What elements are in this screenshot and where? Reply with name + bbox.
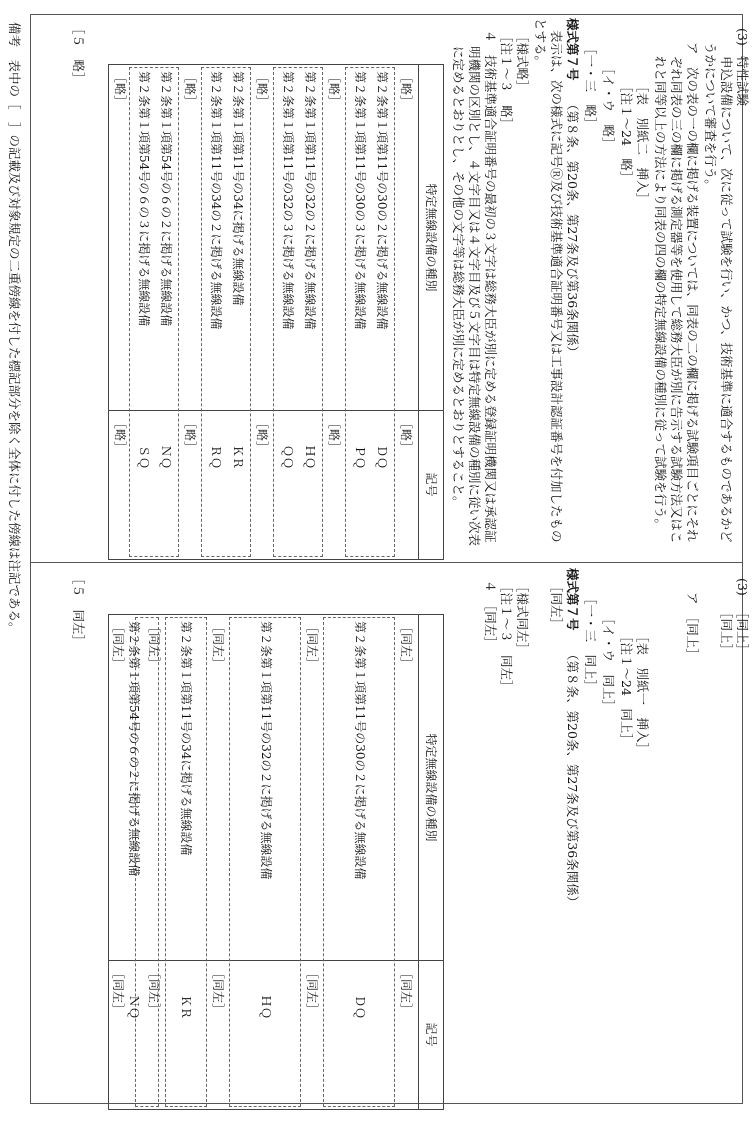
style-omit: ［様式略］ [515,30,530,93]
row-type: 第２条第１項第11号の34に掲げる無線設備 [231,71,245,306]
notes-range: ［注１～24 同上］ [619,630,634,746]
item-iu: ［イ・ウ 略］ [601,62,616,150]
note4: ４ ［同左］ [483,580,498,649]
row-code: ［同左］ [111,967,125,1016]
table-row [349,615,371,1109]
para1-line1: 申込設備について、次に従って試験を行い、かつ、技術基準に適合するものであるかど [719,56,734,543]
notes-1-3: ［注１～３ 略］ [499,30,514,131]
item5: ［５ 同左］ [71,572,86,648]
row-type: ［同左］ [111,621,125,670]
style-same: ［様式同左］ [515,580,530,656]
item-a: ア ［同上］ [685,592,700,661]
row-type: ［略］ [113,71,127,108]
form-title: 様式第７号 [565,18,580,81]
header-code: 記号 [424,472,438,497]
same-form: ［同左］ [549,580,564,631]
row-code: ＫＲ [179,995,193,1020]
row-type: ［同左］ [305,621,319,670]
table-row [227,65,249,559]
table-row [205,65,227,559]
row-type: ［略］ [255,71,269,108]
note4-line1: ４ 技術基準適合証明番号の最初の３文字は総務大臣が別に定める登録証明機関又は承認証 [483,30,498,543]
item-iu: ［イ・ウ 同上］ [601,612,616,713]
row-code: ＤＱ [375,445,389,470]
note4-line3: に定めるとおりとし、その他の文字等は総務大臣が別に定めるとおりとすること。 [451,46,466,509]
row-code: ［略］ [255,417,269,454]
row-type: ［同左］ [211,621,225,670]
table-row [155,65,177,559]
code-table-current [108,64,444,560]
remarks-note [2,22,22,1102]
table-row [133,65,155,559]
table-row [251,65,273,559]
item-a-line3: れと同等以上の方法により同表の四の欄の特定無線設備の種別に従って試験を行う。 [653,56,668,532]
row-type: ［同左］ [147,621,161,670]
row-type: 第２条第１項第11号の30の２に掲げる無線設備 [375,71,389,330]
table-header [418,65,443,559]
table-row [207,615,229,1109]
remarks-text: 備考 表中の［ ］の記載及び対象規定の二重傍線を付した標記部分を除く全体に付した傍線は注記である。 [7,22,22,635]
table-row [277,65,299,559]
omit-1-3: ［一・三 同上］ [583,592,598,693]
table-row [349,65,371,559]
table-row [301,615,323,1109]
row-code: ［略］ [399,417,413,454]
omit-1-3: ［一・三 略］ [583,42,598,130]
row-type: ［略］ [399,71,413,108]
section-number: (3) [735,578,750,596]
row-code: ［同左］ [399,967,413,1016]
table-header [418,615,443,1109]
row-code: ＳＱ [137,445,151,470]
table-row [107,615,129,1109]
row-code: ＰＱ [353,445,367,470]
row-type: ［略］ [327,71,341,108]
row-type: ［略］ [183,71,197,108]
table-row [299,65,321,559]
row-type: 第２条第１項第54号の６の３に掲げる無線設備 [137,71,151,327]
same-line1: ［同上］ [735,606,750,657]
form-desc-line1: 表示は、次の様式に記号Ⓡ及び技術基準適合証明番号又は工事設計認証番号を付加したもの [549,30,564,543]
item-a-line1: ア 次の表の一の欄に掲げる装置については、同表の二の欄に掲げる試験項目ごとにそれ [685,42,700,542]
row-code: ［同左］ [147,967,161,1016]
section-number: (3) [735,28,750,46]
table-row [371,65,393,559]
row-code: ［同左］ [211,967,225,1016]
row-type: 第２条第１項第11号の32の２に掲げる無線設備 [303,71,317,330]
row-code: ［同左］ [305,967,319,1016]
table-row [395,65,417,559]
item5: ［５ 略］ [71,22,86,85]
row-code: ［略］ [327,417,341,454]
row-code: ＨＱ [259,995,273,1020]
header-code: 記号 [424,1022,438,1047]
current-section [30,18,750,563]
row-code: ＫＲ [231,445,245,470]
row-code: ［略］ [113,417,127,454]
para1-line2: うかについて審査を行う。 [703,42,718,192]
row-code: ［略］ [183,417,197,454]
code-table-previous [108,614,444,1110]
table-row [255,615,277,1109]
previous-section [30,568,750,1100]
form-title: 様式第７号 [565,568,580,631]
table-row [323,65,345,559]
form-desc-line2: とする。 [533,18,548,69]
table-row [395,615,417,1109]
row-code: ＨＱ [303,445,317,470]
table-note: ［表 別紙二 挿入］ [635,80,650,206]
row-type: 第２条第１項第11号の32の３に掲げる無線設備 [281,71,295,330]
row-code: ＲＱ [209,445,223,470]
row-type: 第２条第１項第11号の34に掲げる無線設備 [179,621,193,856]
table-row [109,65,131,559]
same-line2: ［同上］ [719,606,734,657]
notes-1-3: ［注１～３ 同左］ [499,580,514,693]
row-code: ＤＱ [353,995,367,1020]
row-code: ＮＱ [127,995,141,1020]
table-row [175,615,197,1109]
form-refs: （第８条、第20条、第27条及び第36条関係） [565,648,580,909]
table-row [179,65,201,559]
form-refs: （第８条、第20条、第27条及び第36条関係） [565,98,580,359]
item-a-line2: ぞれ同表の三の欄に掲げる測定器等を使用して総務大臣が別に告示する試験方法又はこ [669,56,684,544]
row-type: 第２条第１項第11号の32の２に掲げる無線設備 [259,621,273,880]
header-type: 特定無線設備の種別 [419,615,443,961]
row-type: ［同左］ [399,621,413,670]
row-type: 第２条第１項第11号の34の２に掲げる無線設備 [209,71,223,330]
section-heading: 特性試験 [735,56,750,107]
table-note: ［表 別紙一 挿入］ [635,630,650,756]
row-type: 第２条第１項第54号の６の２に掲げる無線設備 [127,621,141,877]
notes-range: ［注１～24 略］ [619,80,634,184]
header-type: 特定無線設備の種別 [419,65,443,411]
row-code: ＮＱ [159,445,173,470]
row-type: 第２条第１項第54号の６の２に掲げる無線設備 [159,71,173,327]
row-code: ＱＱ [281,445,295,470]
note4-line2: 明機関の区別とし、４文字目又は４文字目及び５文字目は特定無線設備の種別に従い次表 [467,46,482,547]
row-type: 第２条第１項第11号の30の２に掲げる無線設備 [353,621,367,880]
row-type: 第２条第１項第11号の30の３に掲げる無線設備 [353,71,367,330]
